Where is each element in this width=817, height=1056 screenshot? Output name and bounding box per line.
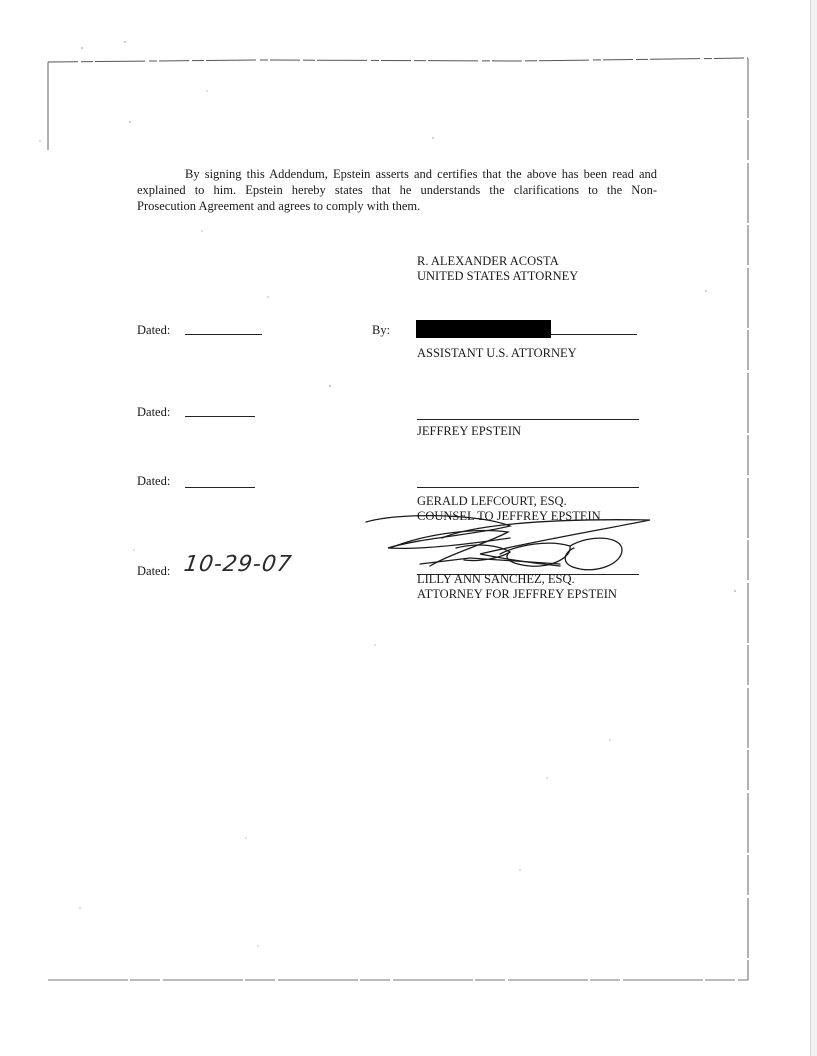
by-label: By: <box>372 323 391 337</box>
dated-label-1: Dated: <box>137 323 171 337</box>
signer-3: GERALD LEFCOURT, ESQ. <box>417 494 567 508</box>
handwritten-signature <box>360 508 660 580</box>
redaction-box <box>416 320 551 338</box>
paragraph-line-3: Prosecution Agreement and agrees to comply with them. <box>137 199 421 213</box>
us-attorney-name: R. ALEXANDER ACOSTA <box>417 254 559 268</box>
signer-4-role: ATTORNEY FOR JEFFREY EPSTEIN <box>417 587 617 601</box>
scanner-edge <box>810 0 817 1056</box>
signature-line-1 <box>551 334 637 335</box>
us-attorney-title: UNITED STATES ATTORNEY <box>417 269 579 283</box>
certification-paragraph <box>137 166 657 214</box>
paragraph-line-2: explained to him. Epstein hereby states that he understands the clarifications to the Non- <box>137 183 657 197</box>
date-line-3 <box>185 487 255 488</box>
signature-line-3 <box>417 487 639 488</box>
dated-label-3: Dated: <box>137 474 171 488</box>
signer-1: ASSISTANT U.S. ATTORNEY <box>417 346 577 360</box>
handwritten-date: 10-29-07 <box>182 552 294 577</box>
date-line-1 <box>185 334 262 335</box>
signature-line-2 <box>417 419 639 420</box>
signer-2: JEFFREY EPSTEIN <box>417 424 522 438</box>
signer-3-role: COUNSEL TO JEFFREY EPSTEIN <box>417 509 601 523</box>
dated-label-4: Dated: <box>137 564 171 578</box>
signer-4: LILLY ANN SANCHEZ, ESQ. <box>417 572 575 586</box>
date-line-2 <box>185 416 255 417</box>
dated-label-2: Dated: <box>137 405 171 419</box>
paragraph-line-1: By signing this Addendum, Epstein asserts and certifies that the above has been read and <box>185 167 657 181</box>
